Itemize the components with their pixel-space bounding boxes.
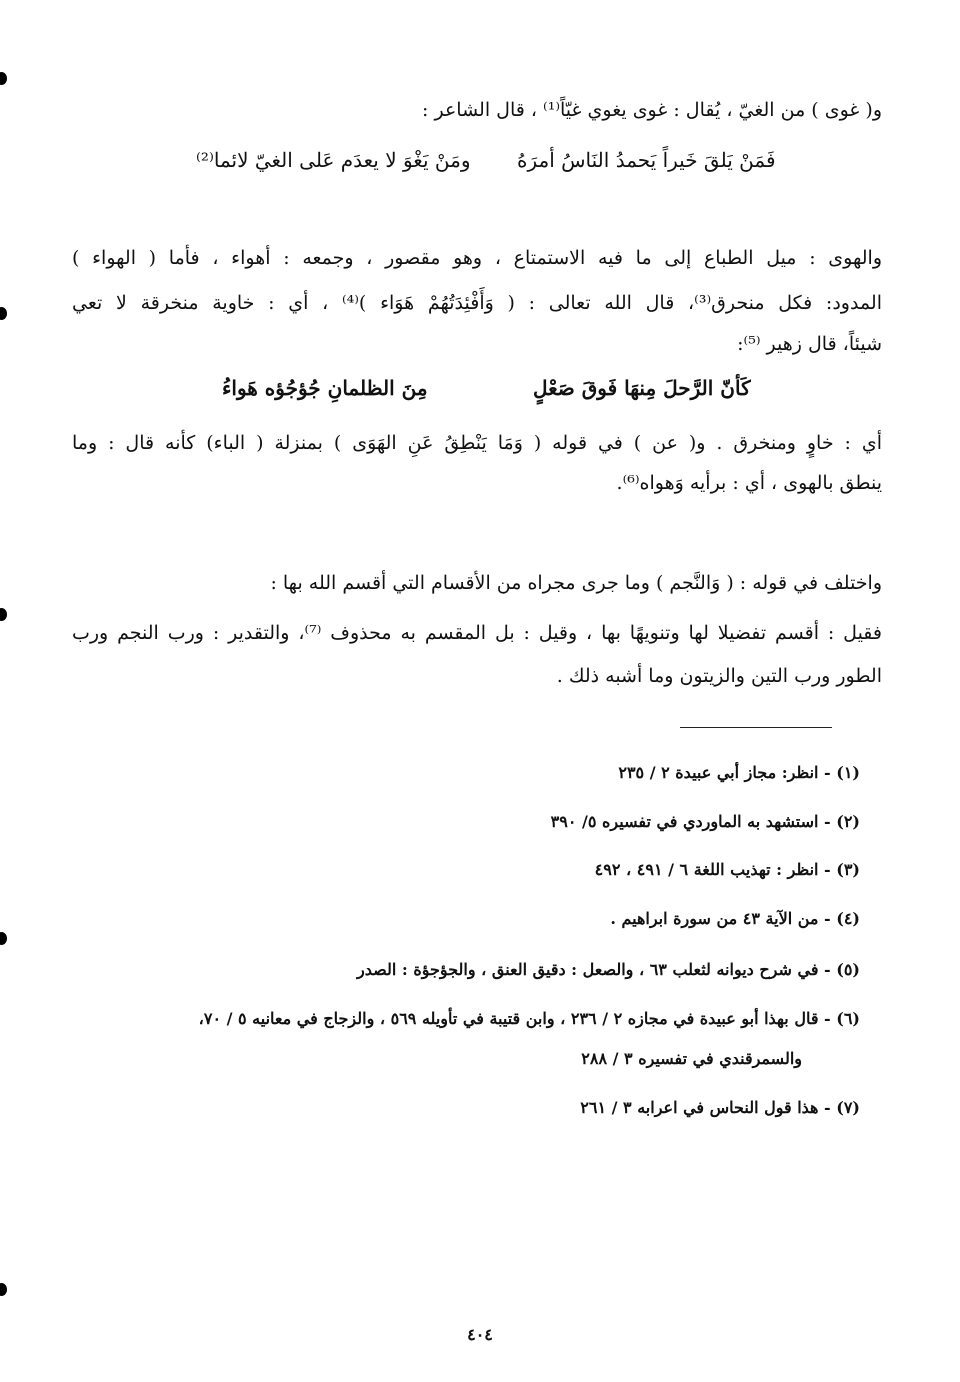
footnote-separator (680, 727, 832, 728)
footnote-4: (٤) - من الآية ٤٣ من سورة ابراهيم . (610, 909, 860, 928)
footnote-1: (١) - انظر: مجاز أبي عبيدة ٢ / ٢٣٥ (618, 763, 860, 782)
verse1-second-hemistich: ومَنْ يَغْوَ لا يعدَم عَلى الغيّ لائما⁽²⁾ (196, 148, 471, 172)
najm-paragraph-line-3: الطور ورب التين والزيتون وما أشبه ذلك . (556, 665, 882, 687)
najm-paragraph-line-1: واختلف في قوله : ( وَالنَّجم ) وما جرى مجراه من الأقسام التي أقسم الله بها : (270, 572, 882, 594)
verse2-first-hemistich: كَأنّ الرَّحلَ مِنهَا فَوقَ صَعْلٍ (533, 376, 751, 400)
hawa-paragraph-line-2: المدود: فكل منحرق⁽³⁾، قال الله تعالى : ( وَأَفْئِدَتُهُمْ هَوَاء )⁽⁴⁾ ، أي : خاوية منخرقة لا تعي (72, 292, 882, 314)
hawa-paragraph-line-3: شيئاً، قال زهير ⁽⁵⁾: (737, 333, 882, 355)
binding-hole-mark (0, 72, 7, 85)
binding-hole-mark (0, 1283, 7, 1296)
verse1-first-hemistich: فَمَنْ يَلقَ خَيراً يَحمدُ النَاسُ أمرَهُ (517, 148, 776, 172)
binding-hole-mark (0, 608, 7, 621)
footnote-6-continuation: والسمرقندي في تفسيره ٣ / ٢٨٨ (581, 1049, 802, 1068)
footnote-2: (٢) - استشهد به الماوردي في تفسيره ٥/ ٣٩٠ (550, 812, 860, 831)
footnote-3: (٣) - انظر : تهذيب اللغة ٦ / ٤٩١ ، ٤٩٢ (594, 860, 860, 879)
page-number: ٤٠٤ (467, 1325, 493, 1344)
footnote-7: (٧) - هذا قول النحاس في اعرابه ٣ / ٢٦١ (580, 1098, 860, 1117)
hawa-paragraph-line-1: والهوى : ميل الطباع إلى ما فيه الاستمتاع ، وهو مقصور ، وجمعه : أهواء ، فأما ( الهواء ) (72, 247, 882, 269)
footnote-6: (٦) - قال بهذا أبو عبيدة في مجازه ٢ / ٢٣٦ ، وابن قتيبة في تأويله ٥٦٩ ، والزجاج في معانيه ٥ / ٧٠، (198, 1009, 860, 1028)
verse2-second-hemistich: مِنَ الظلمانِ جُؤجُؤه هَواءُ (222, 376, 428, 400)
an-paragraph-line-1: أي : خاوٍ ومنخرق . و( عن ) في قوله ( وَمَا يَنْطِقُ عَنِ الهَوَى ) بمنزلة ( الباء) كأنه قال : وما (72, 432, 882, 454)
binding-hole-mark (0, 932, 7, 945)
ghawa-definition-line: و( غوى ) من الغيّ ، يُقال : غوى يغوي غيّاً⁽¹⁾ ، قال الشاعر : (422, 99, 882, 121)
binding-hole-mark (0, 307, 7, 320)
an-paragraph-line-2: ينطق بالهوى ، أي : برأيه وَهواه⁽⁶⁾. (616, 472, 882, 494)
footnote-5: (٥) - في شرح ديوانه لثعلب ٦٣ ، والصعل : دقيق العنق ، والجؤجؤة : الصدر (357, 960, 860, 979)
najm-paragraph-line-2: فقيل : أقسم تفضيلا لها وتنويهًا بها ، وقيل : بل المقسم به محذوف ⁽⁷⁾، والتقدير : ورب النجم ورب (72, 622, 882, 644)
